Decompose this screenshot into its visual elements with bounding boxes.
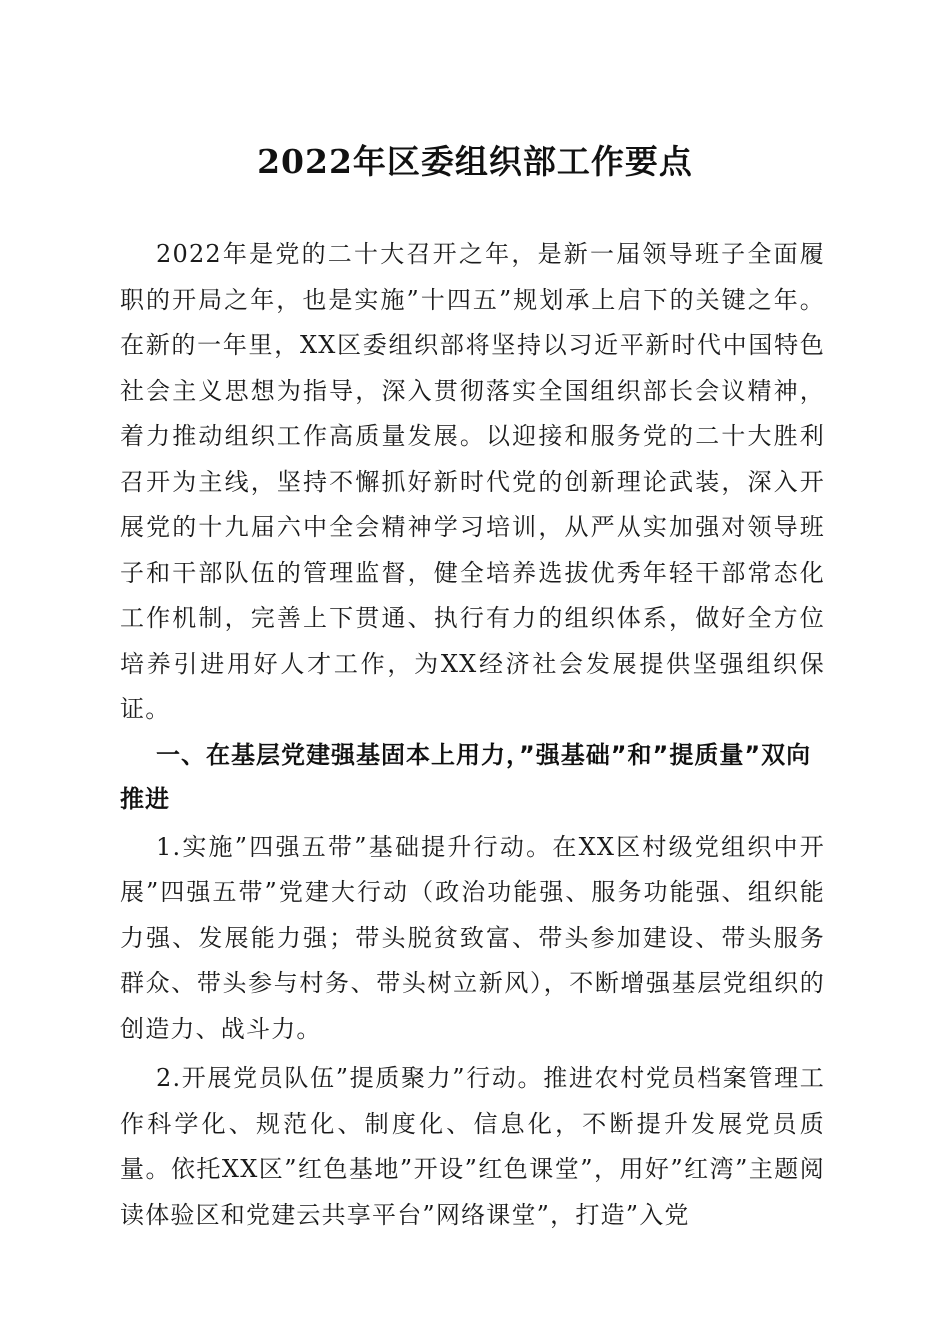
item-paragraph-2: 2.开展党员队伍”提质聚力”行动。推进农村党员档案管理工作科学化、规范化、制度化、信息化，不断提升发展党员质量。依托XX区”红色基地”开设”红色课堂”，用好”红湾”主题阅读体验区和党建云共享平台”网络课堂”，打造”入党 <box>120 1064 825 1229</box>
item-paragraph-1: 1.实施”四强五带”基础提升行动。在XX区村级党组织中开展”四强五带”党建大行动（政治功能强、服务功能强、组织能力强、发展能力强；带头脱贫致富、带头参加建设、带头服务群众、带头参与村务、带头树立新风），不断增强基层党组织的创造力、战斗力。 <box>120 832 825 1043</box>
intro-paragraph: 2022年是党的二十大召开之年，是新一届领导班子全面履职的开局之年，也是实施”十四五”规划承上启下的关键之年。在新的一年里，XX区委组织部将坚持以习近平新时代中国特色社会主义思想为指导，深入贯彻落实全国组织部长会议精神，着力推动组织工作高质量发展。以迎接和服务党的二十大胜利召开为主线，坚持不懈抓好新时代党的创新理论武装，深入开展党的十九届六中全会精神学习培训，从严从实加强对领导班子和干部队伍的管理监督，健全培养选拔优秀年轻干部常态化工作机制，完善上下贯通、执行有力的组织体系，做好全方位培养引进用好人才工作，为XX经济社会发展提供坚强组织保证。 <box>120 240 825 723</box>
section-heading-1: 一、在基层党建强基固本上用力，”强基础”和”提质量”双向推进 <box>120 740 812 813</box>
document-body <box>120 232 825 1238</box>
document-title: 2022年区委组织部工作要点 <box>257 142 693 181</box>
